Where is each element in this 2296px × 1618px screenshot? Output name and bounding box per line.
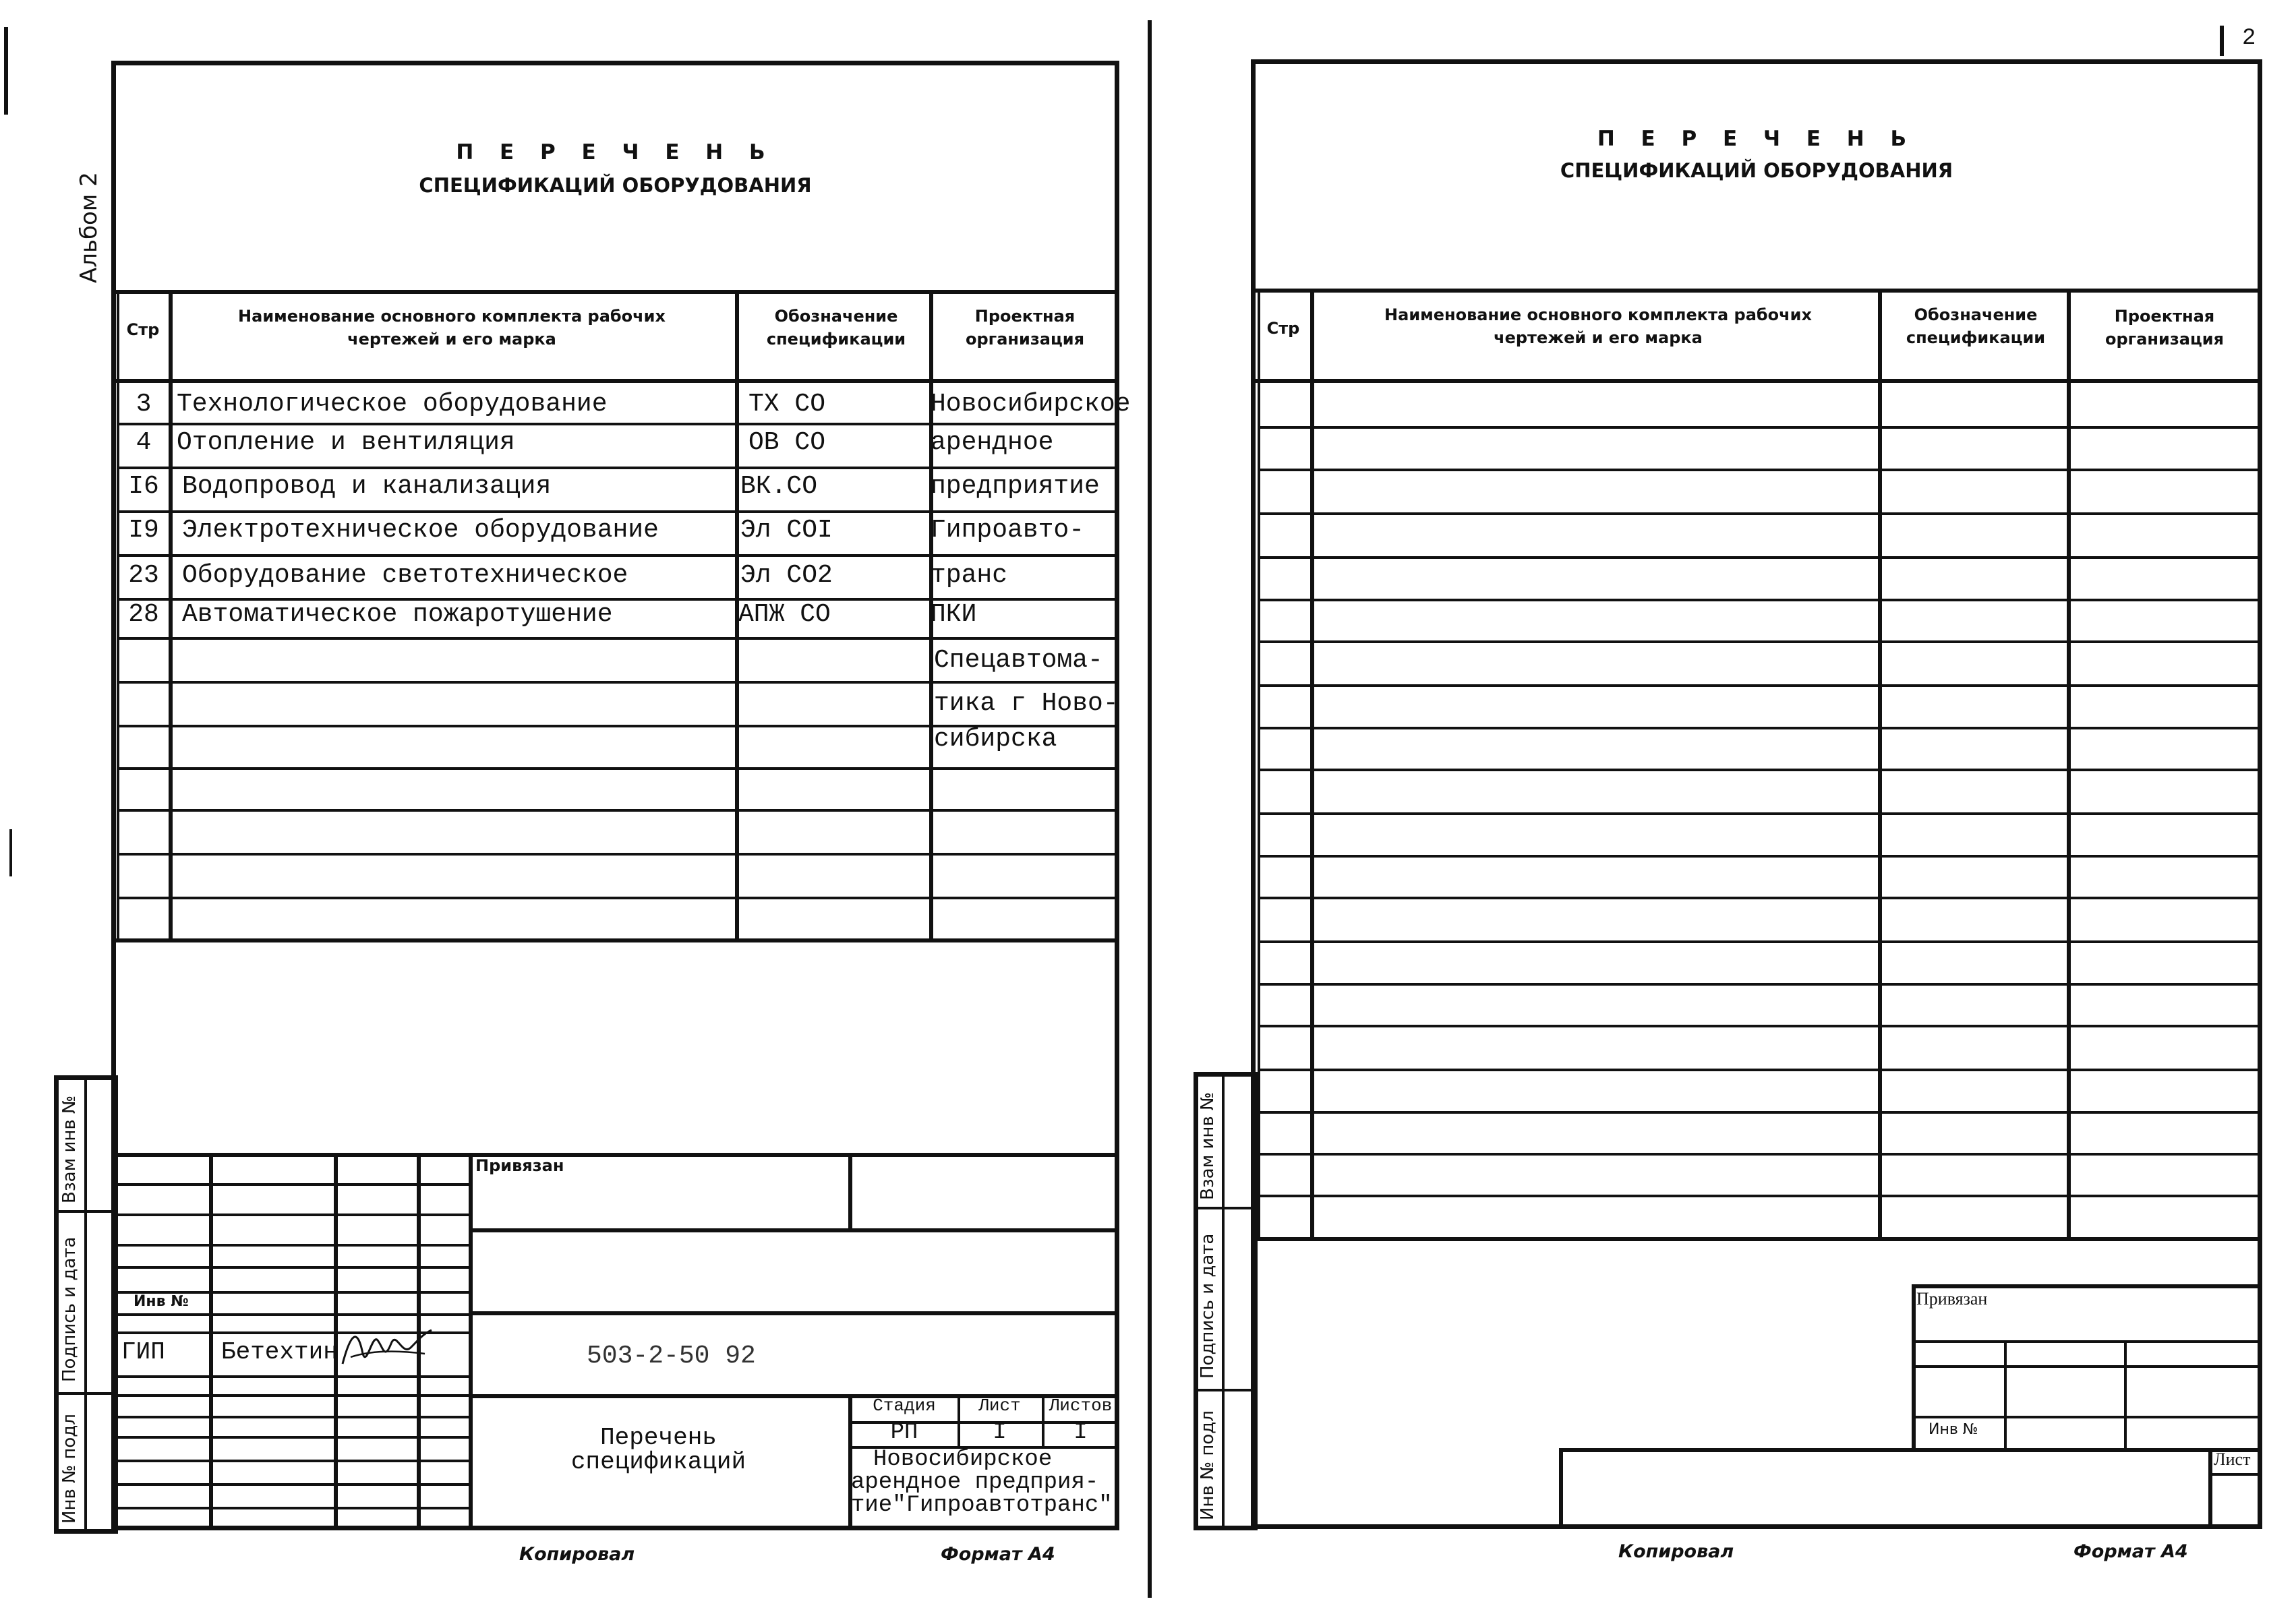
- footer-format: Формат А4: [941, 1544, 1055, 1565]
- inv-no-label: Инв №: [1929, 1421, 1978, 1438]
- header-code: Обозначение спецификации: [1906, 305, 2046, 347]
- header-page: Стр: [1266, 319, 1300, 338]
- inv-no-label: Инв №: [134, 1293, 189, 1310]
- side-strip-line: [54, 1210, 118, 1213]
- org-line1: Новосибирское: [873, 1447, 1053, 1472]
- header-org: Проектная организация: [2105, 307, 2224, 349]
- row-line: [117, 809, 1119, 812]
- header-org: Проектная организация: [966, 307, 1084, 349]
- side-label-vzam: Взам инв №: [1198, 1092, 1218, 1200]
- margin-mark: [4, 27, 8, 115]
- side-label-podpis: Подпись и дата: [59, 1236, 80, 1382]
- col-divider: [1258, 289, 1260, 1239]
- side-label-inv-podl: Инв № подл: [59, 1414, 80, 1524]
- sheets-value: I: [1073, 1420, 1088, 1445]
- org-continuation: сибирска: [934, 725, 1057, 754]
- side-label-vzam: Взам инв №: [59, 1096, 80, 1203]
- table-bottom-line: [111, 938, 1119, 942]
- header-top-line: [1251, 289, 2262, 293]
- row-line: [117, 423, 1119, 425]
- margin-mark: [2220, 26, 2224, 56]
- org-continuation: Спецавтома-: [934, 646, 1103, 675]
- footer-copied: Копировал: [1618, 1541, 1734, 1562]
- privyazan-label: Привязан: [1916, 1289, 1988, 1309]
- side-label-inv-podl: Инв № подл: [1198, 1410, 1218, 1520]
- page-number: 2: [2242, 26, 2256, 51]
- header-name: Наименование основного комплекта рабочих чертежей и его марка: [1384, 305, 1812, 347]
- doc-title-line2: спецификаций: [570, 1448, 746, 1476]
- signature-mark: [337, 1320, 438, 1374]
- org-line3: тие"Гипроавтотранс": [851, 1493, 1113, 1518]
- row-line: [117, 897, 1119, 899]
- doc-code: 503-2-50 92: [587, 1342, 756, 1371]
- left-frame: [111, 61, 1119, 1530]
- row-line: [117, 510, 1119, 513]
- sheet-label: Лист: [978, 1396, 1021, 1416]
- footer-copied: Копировал: [519, 1544, 635, 1565]
- header-bottom-line: [111, 379, 1119, 383]
- list-title: П Е Р Е Ч Е Н Ь: [456, 140, 775, 164]
- header-code: Обозначение спецификации: [766, 307, 906, 349]
- stage-label: Стадия: [873, 1396, 936, 1416]
- doc-title-line1: Перечень: [600, 1424, 717, 1451]
- side-strip-divider: [84, 1075, 87, 1534]
- margin-mark: [9, 829, 12, 876]
- row-line: [117, 767, 1119, 770]
- header-bottom-line: [1251, 379, 2262, 383]
- role-label: ГИП: [121, 1338, 165, 1366]
- row-line: [117, 681, 1119, 684]
- footer-format: Формат А4: [2073, 1541, 2188, 1562]
- row-line: [117, 853, 1119, 856]
- row-line: [117, 467, 1119, 469]
- header-page: Стр: [126, 320, 160, 339]
- album-label: Альбом 2: [76, 172, 102, 283]
- table-bottom-line: [1258, 1237, 2262, 1241]
- privyazan-label: Привязан: [475, 1156, 564, 1175]
- list-subtitle: СПЕЦИФИКАЦИЙ ОБОРУДОВАНИЯ: [419, 174, 812, 197]
- row-line: [117, 637, 1119, 640]
- stage-value: РП: [890, 1420, 918, 1445]
- col-divider: [1310, 289, 1314, 1239]
- center-divider: [1148, 20, 1152, 1598]
- org-continuation: тика г Ново-: [934, 689, 1119, 718]
- right-frame: [1251, 59, 2262, 1529]
- side-strip-line: [54, 1392, 118, 1395]
- list-label: Лист: [2214, 1449, 2251, 1469]
- sheets-label: Листов: [1049, 1396, 1113, 1416]
- side-label-podpis: Подпись и дата: [1198, 1233, 1218, 1379]
- header-top-line: [111, 290, 1119, 294]
- list-title: П Е Р Е Ч Е Н Ь: [1597, 127, 1916, 151]
- header-name: Наименование основного комплекта рабочих чертежей и его марка: [238, 307, 666, 349]
- list-subtitle: СПЕЦИФИКАЦИЙ ОБОРУДОВАНИЯ: [1560, 159, 1953, 182]
- col-divider: [2067, 289, 2071, 1239]
- col-divider: [1878, 289, 1882, 1239]
- sheet-value: I: [993, 1420, 1007, 1445]
- row-line: [117, 554, 1119, 557]
- org-line2: арендное предприя-: [851, 1470, 1099, 1495]
- surname-label: Бетехтин: [221, 1338, 338, 1366]
